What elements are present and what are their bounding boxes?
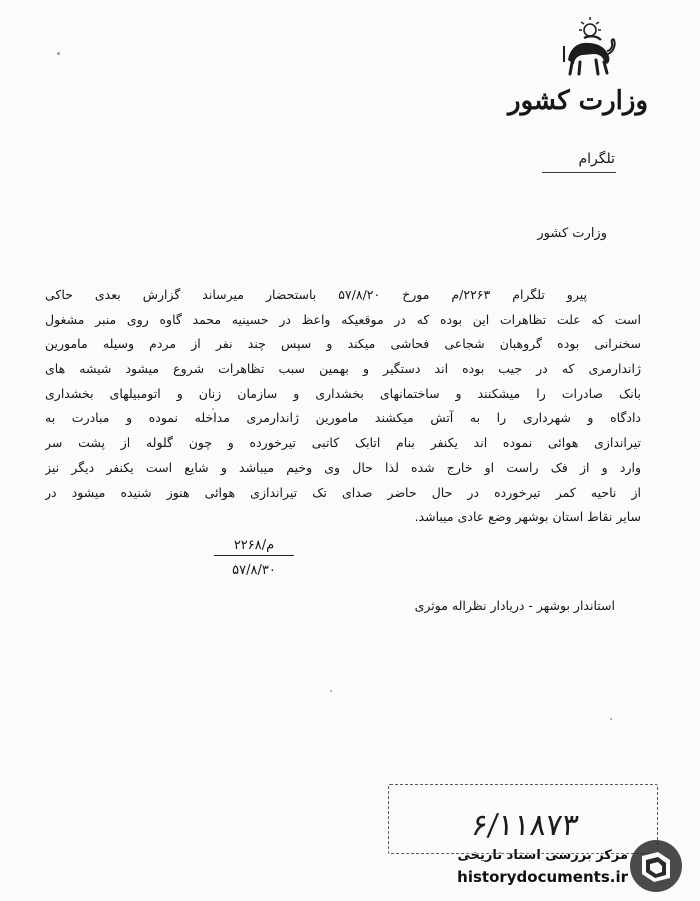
- body-line: پیرو تلگرام ۲۲۶۳/م مورخ ۵۷/۸/۲۰ باستحضار میرساند گزارش بعدی حاکی: [45, 287, 587, 302]
- body-line: تیراندازی هوائی نموده اند یکنفر بنام اتابک کاتبی تیرخورده و چون گلوله از پشت سر: [45, 435, 641, 451]
- body-line: ژاندارمری که در جیب بوده اند دستگیر و بهمین سبب تظاهرات شروع میشود شیشه های: [45, 361, 641, 377]
- scan-speck: [610, 718, 612, 720]
- archive-logo-icon: [628, 838, 684, 894]
- recipient: وزارت کشور: [537, 226, 607, 241]
- scan-speck: [330, 690, 332, 692]
- ministry-title: وزارت کشور: [508, 86, 648, 116]
- body-line: سایر نقاط استان بوشهر وضع عادی میباشد.: [414, 509, 641, 525]
- reference-number: ۲۲۶۸/م: [214, 537, 294, 556]
- body-line: دادگاه و شهرداری را به آتش میکشند مامورین ژاندارمری مداخله نموده و مبادرت به: [45, 410, 641, 426]
- watermark-title: مرکز بررسی اسناد تاریخی: [457, 848, 628, 863]
- lion-and-sun-emblem: [560, 16, 620, 80]
- body-line: از ناحیه کمر تیرخورده در حال حاضر صدای تک تیراندازی هوائی هنوز شنیده میشود در: [45, 484, 641, 500]
- archive-stamp-number: ۶/۱۱۸۷۳: [469, 808, 581, 843]
- body-line: وارد و از فک راست او خارج شده لذا حال وی وخیم میباشد و شایع است یکنفر دیگر نیز: [45, 459, 641, 475]
- message-type-label: تلگرام: [578, 151, 615, 167]
- scan-speck: [57, 52, 60, 55]
- body-line: است که علت تظاهرات این بوده که در موقعیکه واعظ در حسینیه محمد گاوه روی منبر مشغول: [45, 311, 641, 327]
- label-rule: [542, 172, 616, 173]
- telegram-body: [45, 283, 641, 530]
- watermark-url: historydocuments.ir: [457, 868, 628, 886]
- signature-line: استاندار بوشهر - دریادار نظراله موثری: [414, 598, 615, 613]
- reference-date: ۵۷/۸/۳۰: [232, 563, 276, 578]
- body-line: سخنرانی بوده گروهبان شجاعی فحاشی میکند و سپس چند نفر از مردم وسیله مامورین: [45, 336, 641, 352]
- body-line: بانک صادرات را میشکنند و ساختمانهای بخشداری و سازمان زنان و اتومبیلهای بخشداری: [45, 385, 641, 401]
